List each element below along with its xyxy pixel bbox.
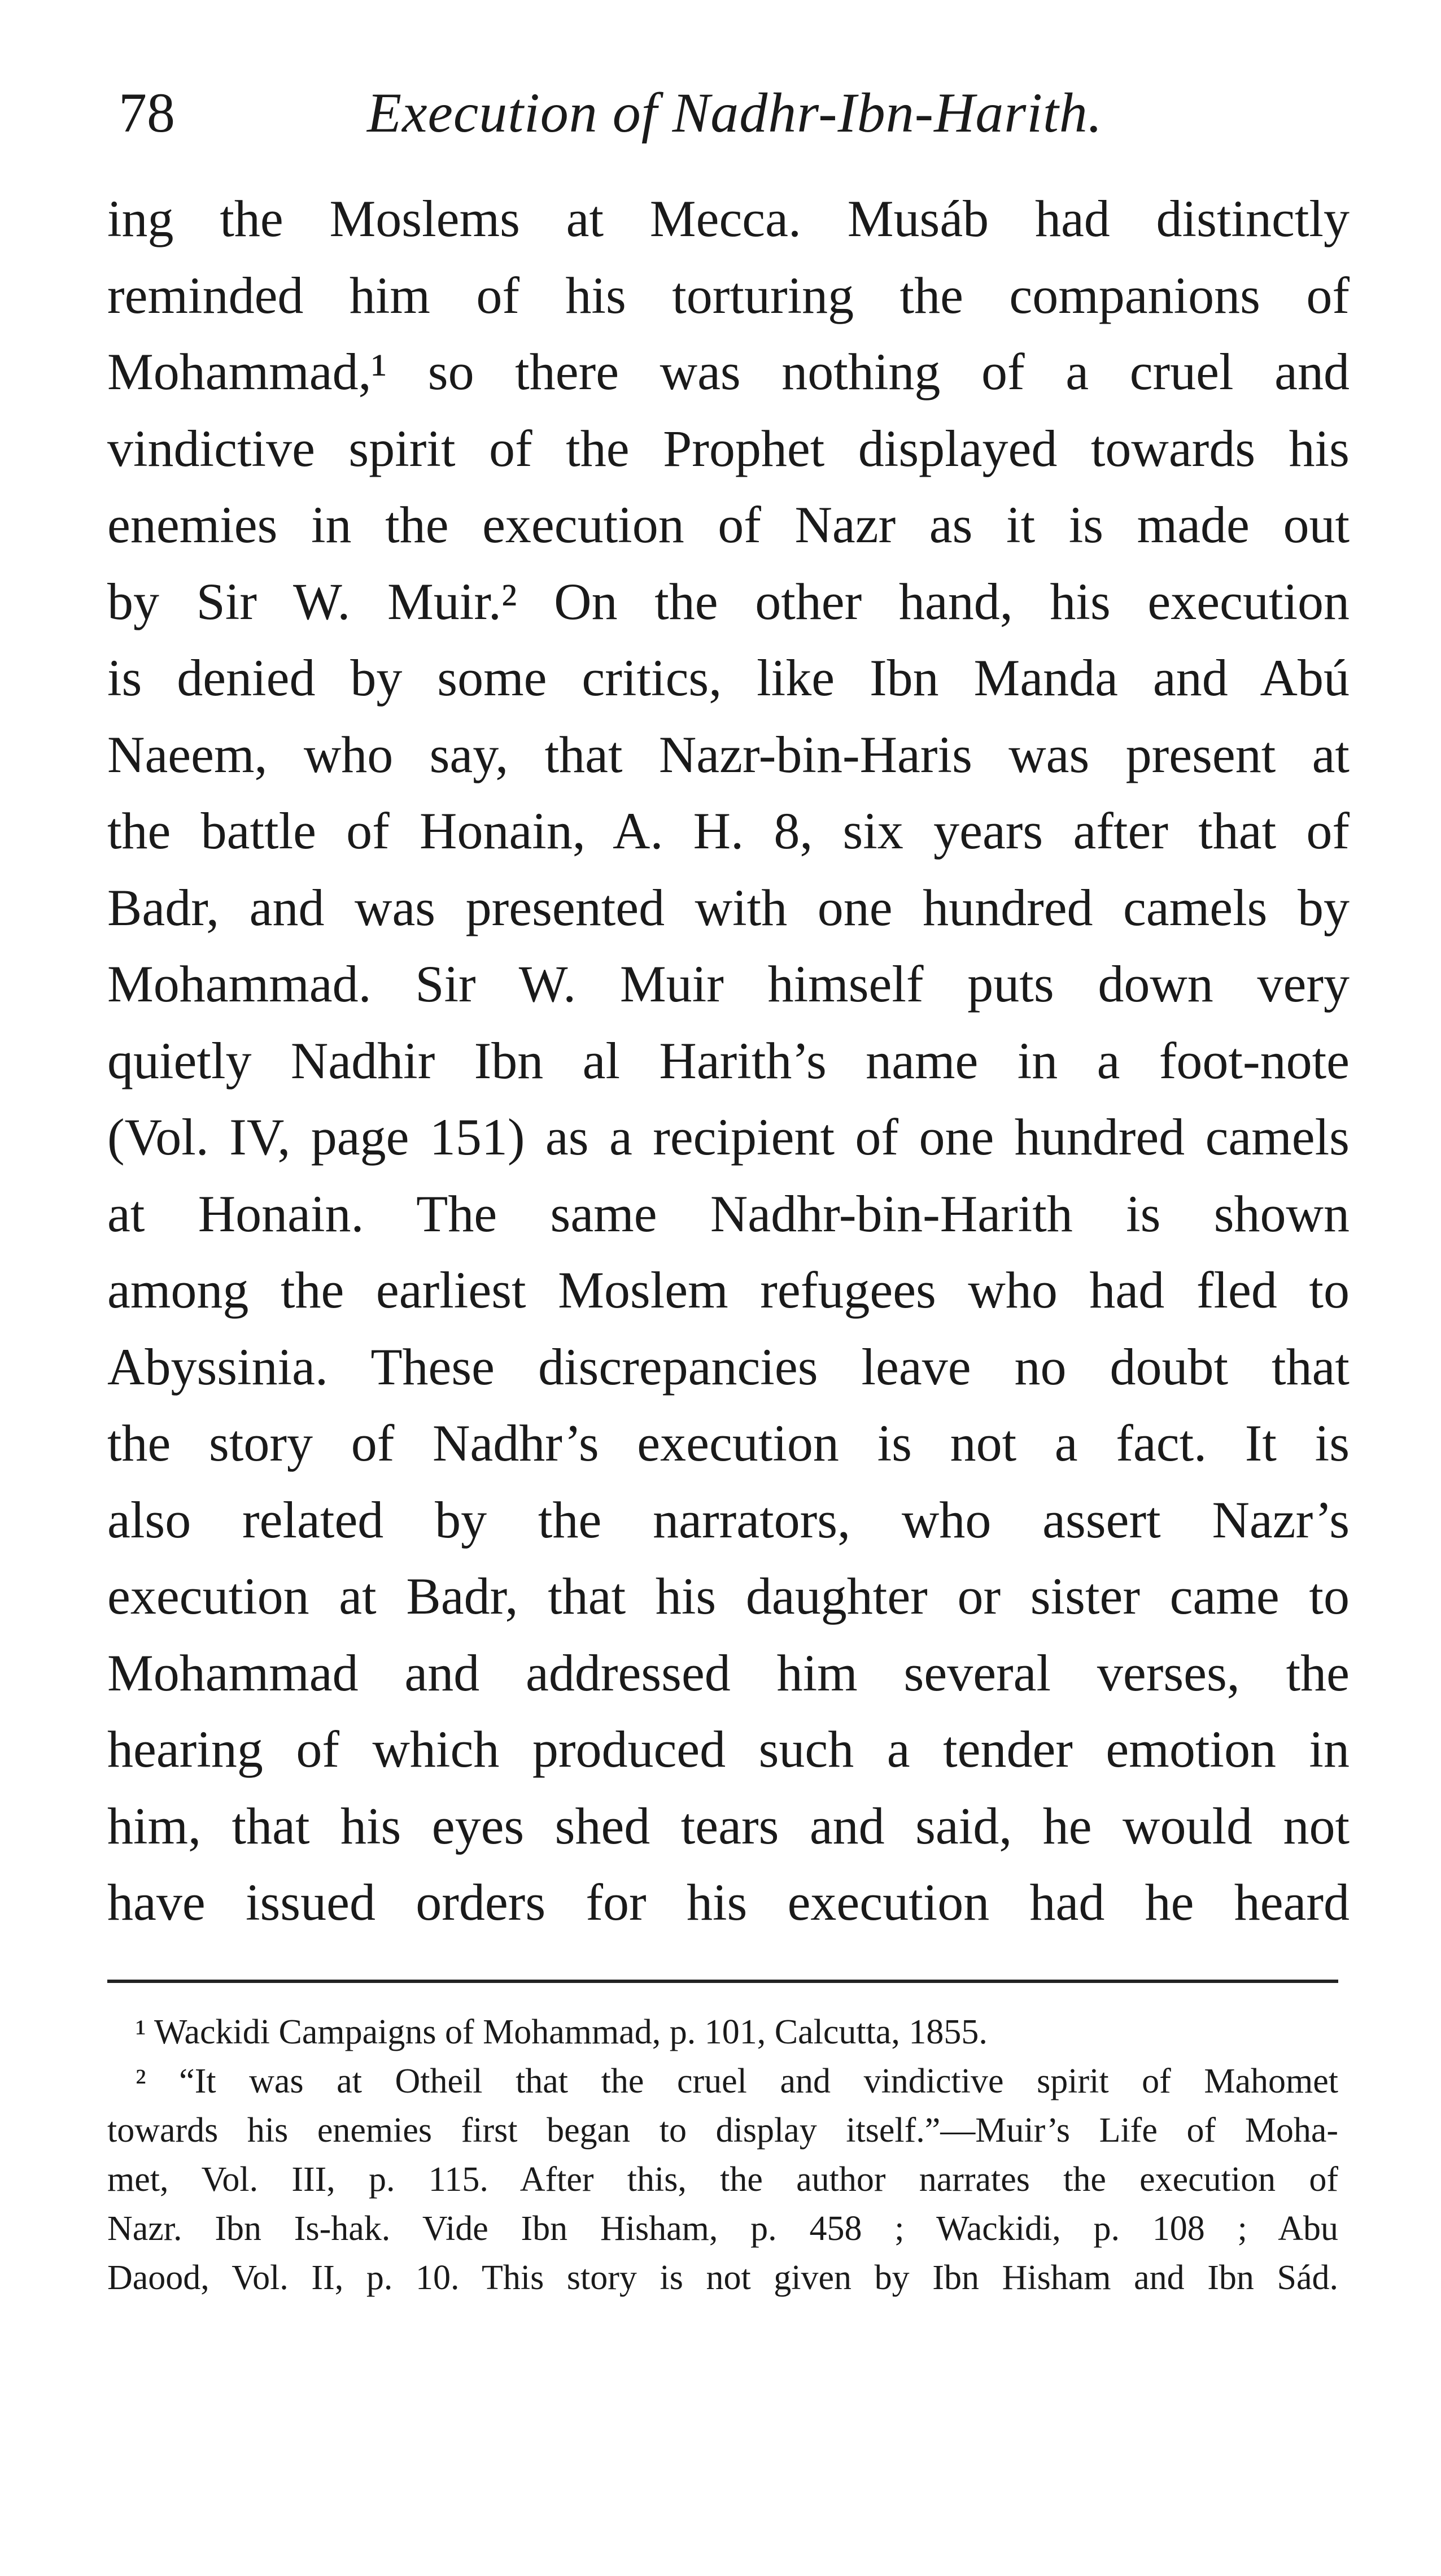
body-line: Abyssinia. These discrepancies leave no doubt that <box>107 1337 1350 1396</box>
body-line: at Honain. The same Nadhr-bin-Harith is shown <box>107 1184 1350 1243</box>
body-line: ing the Moslems at Mecca. Musáb had distinctly <box>107 190 1350 247</box>
body-text <box>107 181 1350 1941</box>
running-title: Execution of Nadhr-Ibn-Harith. <box>367 81 1103 144</box>
body-line: reminded him of his torturing the companions of <box>107 266 1350 324</box>
body-line: vindictive spirit of the Prophet displayed towards his <box>107 419 1350 477</box>
footnote-2-line: Nazr. Ibn Is-hak. Vide Ibn Hisham, p. 458 ; Wackidi, p. 108 ; Abu <box>107 2209 1338 2248</box>
body-line: execution at Badr, that his daughter or sister came to <box>107 1567 1350 1625</box>
body-line: (Vol. IV, page 151) as a recipient of one hundred camels <box>107 1108 1350 1166</box>
body-line: Badr, and was presented with one hundred camels by <box>107 878 1350 936</box>
body-line: have issued orders for his execution had he heard <box>107 1873 1350 1931</box>
footnote-1: ¹ Wackidi Campaigns of Mohammad, p. 101, Calcutta, 1855. <box>136 2013 988 2051</box>
body-line: Mohammad. Sir W. Muir himself puts down very <box>107 955 1350 1013</box>
body-line: Naeem, who say, that Nazr-bin-Haris was present at <box>107 725 1350 783</box>
body-line: hearing of which produced such a tender emotion in <box>107 1720 1350 1778</box>
footnote-2-line: met, Vol. III, p. 115. After this, the author narrates the execution of <box>107 2160 1338 2199</box>
body-line: by Sir W. Muir.² On the other hand, his execution <box>107 572 1350 630</box>
page-header <box>119 79 1350 147</box>
footnotes <box>107 2008 1338 2303</box>
body-line: the story of Nadhr’s execution is not a fact. It is <box>107 1414 1350 1472</box>
footnote-2-line: ² “It was at Otheil that the cruel and vindictive spirit of Mahomet <box>136 2062 1338 2100</box>
body-line: is denied by some critics, like Ibn Manda and Abú <box>107 649 1350 707</box>
body-line: him, that his eyes shed tears and said, he would not <box>107 1797 1350 1855</box>
body-line: enemies in the execution of Nazr as it is made out <box>107 496 1350 553</box>
body-line: among the earliest Moslem refugees who had fled to <box>107 1261 1350 1319</box>
footnote-divider <box>107 1980 1338 1983</box>
page-number: 78 <box>119 81 175 144</box>
body-line: also related by the narrators, who assert Nazr’s <box>107 1490 1350 1549</box>
body-line: Mohammad,¹ so there was nothing of a cruel and <box>107 343 1350 400</box>
footnote-2-line: towards his enemies first began to display itself.”—Muir’s Life of Moha- <box>107 2111 1338 2150</box>
body-line: quietly Nadhir Ibn al Harith’s name in a foot-note <box>107 1031 1350 1089</box>
body-line: Mohammad and addressed him several verses, the <box>107 1644 1350 1702</box>
body-line: the battle of Honain, A. H. 8, six years after that of <box>107 802 1350 860</box>
footnote-2-line: Daood, Vol. II, p. 10. This story is not given by Ibn Hisham and Ibn Sád. <box>107 2259 1338 2297</box>
